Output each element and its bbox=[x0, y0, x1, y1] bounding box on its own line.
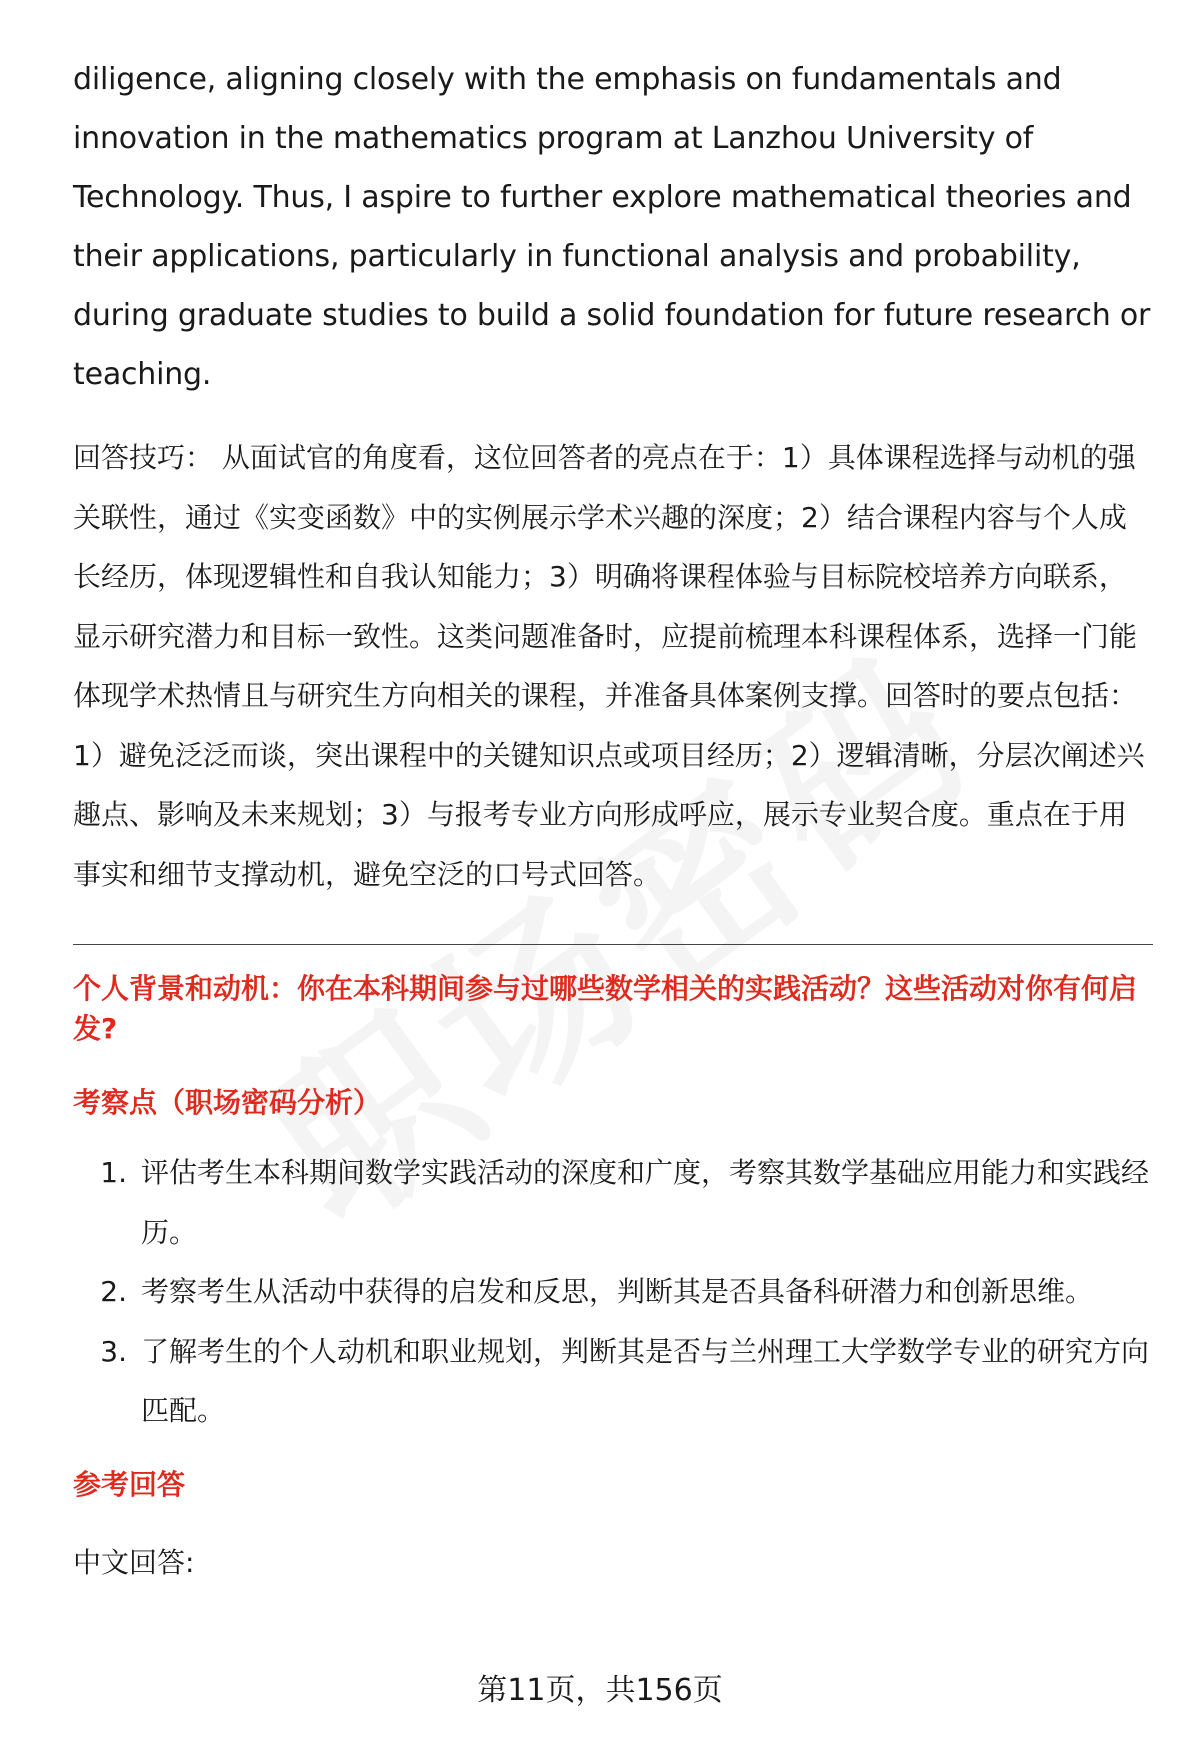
section-divider bbox=[73, 944, 1153, 945]
list-item-text: 考察考生从活动中获得的启发和反思，判断其是否具备科研潜力和创新思维。 bbox=[141, 1275, 1094, 1308]
question-heading: 个人背景和动机：你在本科期间参与过哪些数学相关的实践活动？这些活动对你有何启发? bbox=[73, 972, 1138, 1045]
list-item-text: 了解考生的个人动机和职业规划，判断其是否与兰州理工大学数学专业的研究方向匹配。 bbox=[141, 1334, 1150, 1427]
analysis-heading: 考察点（职场密码分析） bbox=[73, 1086, 382, 1119]
answer-tips-paragraph: 回答技巧： 从面试官的角度看，这位回答者的亮点在于：1）具体课程选择与动机的强关联性，通过《实变函数》中的实例展示学术兴趣的深度；2）结合课程内容与个人成长经历，体现逻辑性和自我认知能力；3）明确将课程体验与目标院校培养方向联系，显示研究潜力和目标一致性。这类问题准备时，应提前梳理本科课程体系，选择一门能体现学术热情且与研究生方向相关的课程，并准备具体案例支撑。回答时的要点包括：1）避免泛泛而谈，突出课程中的关键知识点或项目经历；2）逻辑清晰，分层次阐述兴趣点、影响及未来规划；3）与报考专业方向形成呼应，展示专业契合度。重点在于用事实和细节支撑动机，避免空泛的口号式回答。 bbox=[73, 441, 1145, 891]
analysis-points-list bbox=[73, 1143, 1153, 1441]
list-item bbox=[73, 1262, 1153, 1322]
page-number-footer: 第11页，共156页 bbox=[477, 1673, 723, 1708]
reference-answer-heading: 参考回答 bbox=[73, 1467, 186, 1501]
document-body bbox=[73, 50, 1153, 1583]
list-item-number: 3. bbox=[100, 1334, 127, 1368]
list-item bbox=[73, 1322, 1153, 1441]
list-item bbox=[73, 1143, 1153, 1262]
english-answer-paragraph: diligence, aligning closely with the emphasis on fundamentals and innovation in the mathematics program at Lanzhou University of Technology. Thus, I aspire to further explore mathematical theories and their applications, particularly in functional analysis and probability, during graduate studies to build a solid foundation for future research or teaching. bbox=[73, 62, 1151, 392]
list-item-text: 评估考生本科期间数学实践活动的深度和广度，考察其数学基础应用能力和实践经历。 bbox=[141, 1156, 1150, 1249]
list-item-number: 1. bbox=[100, 1156, 127, 1189]
chinese-answer-label: 中文回答: bbox=[73, 1545, 195, 1579]
list-item-number: 2. bbox=[100, 1275, 127, 1308]
